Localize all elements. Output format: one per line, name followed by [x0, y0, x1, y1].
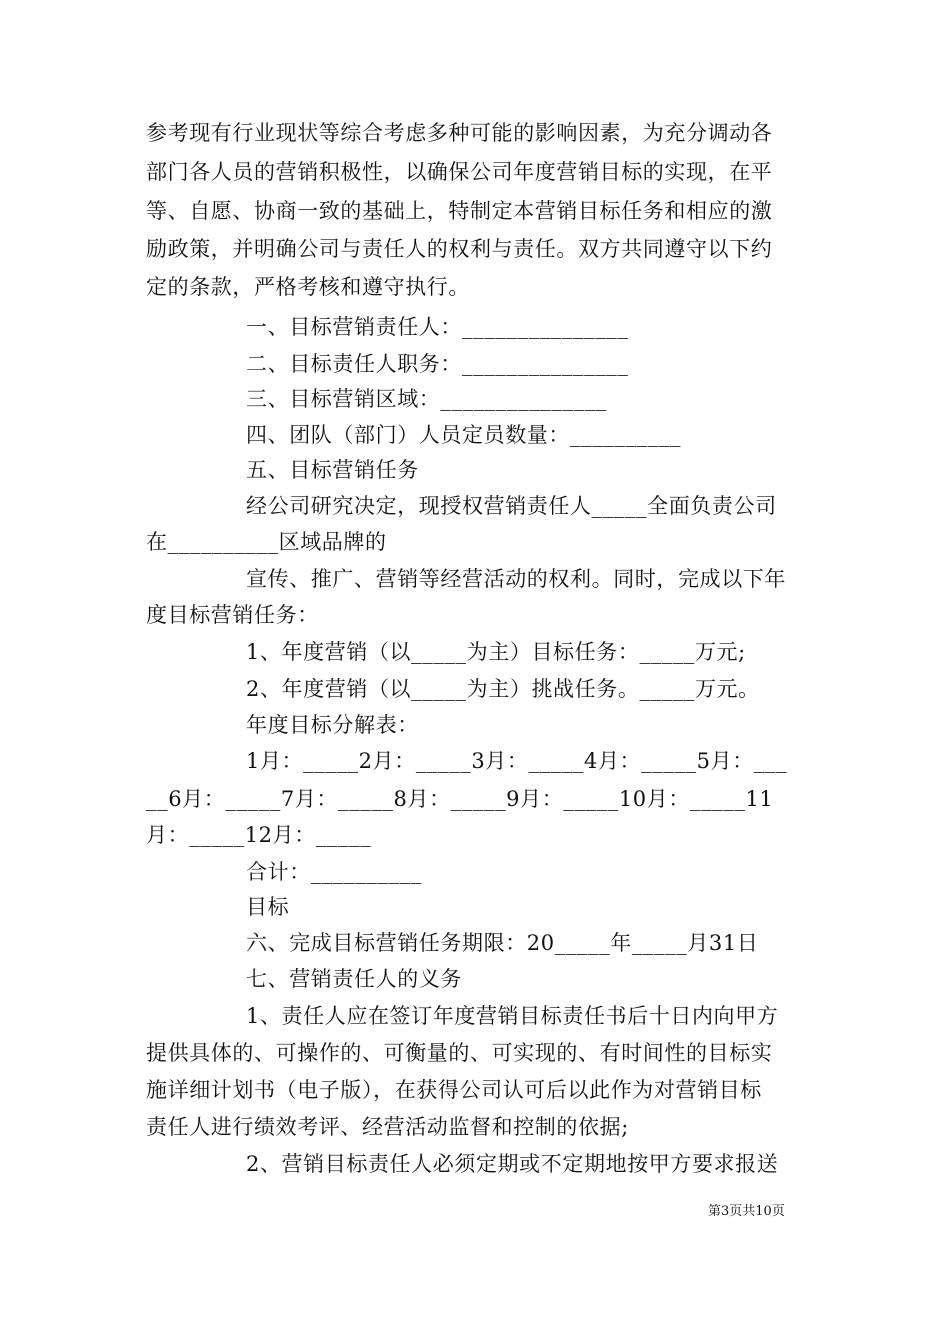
section-obligations: 七、营销责任人的义务	[246, 967, 462, 991]
page-number: 第3页共10页	[708, 1204, 785, 1219]
paragraph-line-1: 参考现有行业现状等综合考虑多种可能的影响因素，为充分调动各	[146, 121, 773, 145]
obligation-2-line-1: 2、营销目标责任人必须定期或不定期地按甲方要求报送	[246, 1152, 779, 1176]
item-marketing-region: 三、目标营销区域：_______________	[246, 387, 607, 411]
paragraph-line-2: 部门各人员的营销积极性，以确保公司年度营销目标的实现，在平	[146, 160, 773, 184]
item-responsible-position: 二、目标责任人职务：_______________	[246, 352, 629, 376]
authorization-line-3: 宣传、推广、营销等经营活动的权利。同时，完成以下年	[246, 567, 786, 591]
paragraph-line-3: 等、自愿、协商一致的基础上，特制定本营销目标任务和相应的激	[146, 199, 773, 223]
paragraph-line-5: 定的条款，严格考核和遵守执行。	[146, 275, 470, 299]
authorization-line-2: 在__________区域品牌的	[146, 530, 387, 554]
annual-target-task: 1、年度营销（以_____为主）目标任务：_____万元;	[246, 640, 746, 664]
obligation-1-line-2: 提供具体的、可操作的、可衡量的、可实现的、有时间性的目标实	[146, 1041, 773, 1065]
monthly-breakdown-line-1: 1月：_____2月：_____3月：_____4月：_____5月：___	[246, 749, 788, 773]
item-responsible-person: 一、目标营销责任人：_______________	[246, 315, 629, 339]
section-marketing-task: 五、目标营销任务	[246, 458, 419, 482]
monthly-breakdown-line-2: __6月：_____7月：_____8月：_____9月：_____10月：_____11	[146, 787, 774, 811]
obligation-1-line-1: 1、责任人应在签订年度营销目标责任书后十日内向甲方	[246, 1004, 779, 1028]
section-deadline: 六、完成目标营销任务期限：20_____年_____月31日	[246, 931, 759, 955]
annual-challenge-task: 2、年度营销（以_____为主）挑战任务。_____万元。	[246, 677, 760, 701]
item-team-headcount: 四、团队（部门）人员定员数量：__________	[246, 423, 681, 447]
paragraph-line-4: 励政策，并明确公司与责任人的权利与责任。双方共同遵守以下约	[146, 237, 773, 261]
authorization-line-1: 经公司研究决定，现授权营销责任人_____全面负责公司	[246, 494, 777, 518]
target-label: 目标	[246, 895, 290, 919]
authorization-line-4: 度目标营销任务：	[146, 603, 319, 627]
monthly-breakdown-line-3: 月：_____12月：_____	[146, 823, 372, 847]
target-breakdown-title: 年度目标分解表：	[246, 713, 419, 737]
obligation-1-line-4: 责任人进行绩效考评、经营活动监督和控制的依据;	[146, 1115, 629, 1139]
obligation-1-line-3: 施详细计划书（电子版），在获得公司认可后以此作为对营销目标	[146, 1078, 762, 1102]
total-line: 合计：__________	[246, 860, 422, 884]
